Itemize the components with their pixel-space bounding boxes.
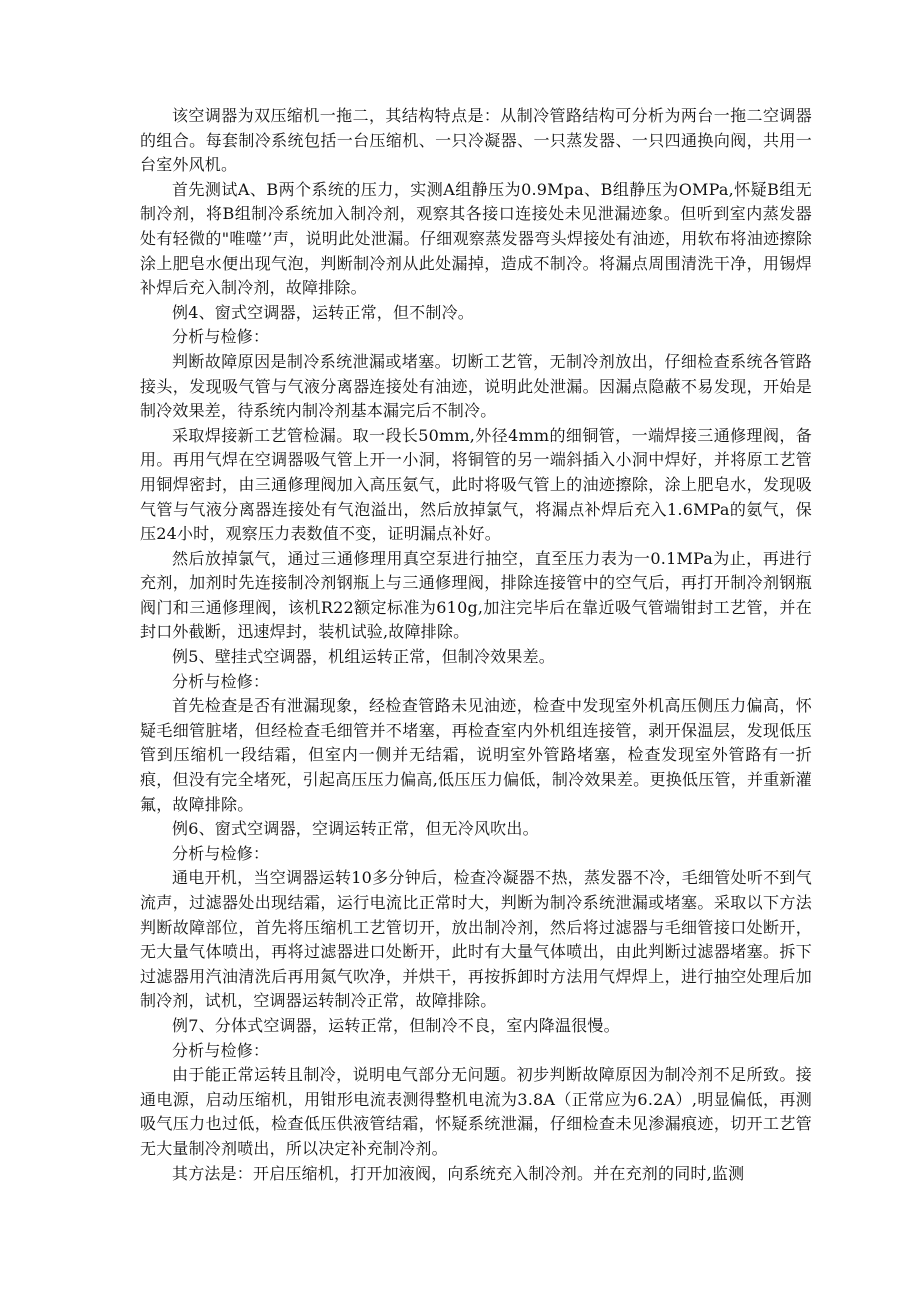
paragraph-example-4-recharge: 然后放掉氯气，通过三通修理用真空泵进行抽空，直至压力表为一0.1MPa为止，再进行充剂，加剂时先连接制冷剂钢瓶上与三通修理阀，排除连接管中的空气后，再打开制冷剂钢瓶阀门和三通修理阀，该机R22额定标准为610g,加注完毕后在靠近吸气管端钳封工艺管，并在封口外截断，迅速焊封，装机试验,故障排除。	[140, 548, 812, 642]
example-6-heading: 例6、窗式空调器，空调运转正常，但无冷风吹出。	[172, 819, 539, 839]
paragraph-example-4-diagnosis: 判断故障原因是制冷系统泄漏或堵塞。切断工艺管，无制冷剂放出，仔细检查系统各管路接头，发现吸气管与气液分离器连接处有油迹，说明此处泄漏。因漏点隐蔽不易发现，开始是制冷效果差，待系统内制冷剂基本漏完后不制冷。	[140, 351, 812, 421]
analysis-heading: 分析与检修：	[172, 327, 270, 347]
paragraph-example-5-diagnosis: 首先检查是否有泄漏现象，经检查管路未见油迹，检查中发现室外机高压侧压力偏高，怀疑毛细管脏堵，但经检查毛细管并不堵塞，再检查室内外机组连接管，剥开保温层，发现低压管到压缩机一段结霜，但室内一侧并无结霜，说明室外管路堵塞，检查发现室外管路有一折痕，但没有完全堵死，引起高压压力偏高,低压压力偏低，制冷效果差。更换低压管，并重新灌氟，故障排除。	[140, 696, 812, 814]
paragraph-example-7-method: 其方法是：开启压缩机，打开加液阀，向系统充入制冷剂。并在充剂的同时,监测	[172, 1163, 745, 1183]
paragraph-intro: 该空调器为双压缩机一拖二，其结构特点是：从制冷管路结构可分析为两台一拖二空调器的组合。每套制冷系统包括一台压缩机、一只冷凝器、一只蒸发器、一只四通换向阀，共用一台室外风机。	[140, 106, 812, 175]
paragraph-pressure-test: 首先测试A、B两个系统的压力，实测A组静压为0.9Mpa、B组静压为OMPa,怀疑B组无制冷剂，将B组制冷系统加入制冷剂，观察其各接口连接处未见泄漏迹象。但听到室内蒸发器处有轻微的"唯噬’’声，说明此处泄漏。仔细观察蒸发器弯头焊接处有油迹，用软布将油迹擦除涂上肥皂水便出现气泡，判断制冷剂从此处漏掉，造成不制冷。将漏点周围清洗干净，用锡焊补焊后充入制冷剂，故障排除。	[140, 179, 812, 298]
analysis-heading: 分析与检修：	[172, 843, 270, 863]
example-5-heading: 例5、壁挂式空调器，机组运转正常，但制冷效果差。	[172, 647, 555, 667]
paragraph-example-6-diagnosis: 通电开机，当空调器运转10多分钟后，检查冷凝器不热，蒸发器不冷，毛细管处听不到气流声，过滤器处出现结霜，运行电流比正常时大，判断为制冷系统泄漏或堵塞。采取以下方法判断故障部位，首先将压缩机工艺管切开，放出制冷剂，然后将过滤器与毛细管接口处断开，无大量气体喷出，再将过滤器进口处断开，此时有大量气体喷出，由此判断过滤器堵塞。拆下过滤器用汽油清洗后再用氮气吹净，并烘干，再按拆卸时方法用气焊焊上，进行抽空处理后加制冷剂，试机，空调器运转制冷正常，故障排除。	[140, 868, 812, 1011]
document-page	[140, 104, 812, 1186]
example-7-heading: 例7、分体式空调器，运转正常，但制冷不良，室内降温很慢。	[172, 1015, 620, 1035]
analysis-heading: 分析与检修：	[172, 671, 270, 691]
example-4-heading: 例4、窗式空调器，运转正常，但不制冷。	[172, 302, 474, 322]
paragraph-example-7-diagnosis: 由于能正常运转且制冷，说明电气部分无问题。初步判断故障原因为制冷剂不足所致。接通电源，启动压缩机，用钳形电流表测得整机电流为3.8A（正常应为6.2A）,明显偏低，再测吸气压力也过低，检查低压供液管结霜，怀疑系统泄漏，仔细检查未见渗漏痕迹，切开工艺管无大量制冷剂喷出，所以决定补充制冷剂。	[140, 1065, 812, 1158]
analysis-heading: 分析与检修：	[172, 1040, 270, 1060]
paragraph-example-4-leak-test: 采取焊接新工艺管检漏。取一段长50mm,外径4mm的细铜管，一端焊接三通修理阀，备用。再用气焊在空调器吸气管上开一小洞，将铜管的另一端斜插入小洞中焊好，并将原工艺管用铜焊密封，由三通修理阀加入高压氨气，此时将吸气管上的油迹擦除，涂上肥皂水，发现吸气管与气液分离器连接处有气泡溢出，然后放掉氯气，将漏点补焊后充入1.6MPa的氨气，保压24小时，观察压力表数值不变，证明漏点补好。	[140, 425, 812, 544]
